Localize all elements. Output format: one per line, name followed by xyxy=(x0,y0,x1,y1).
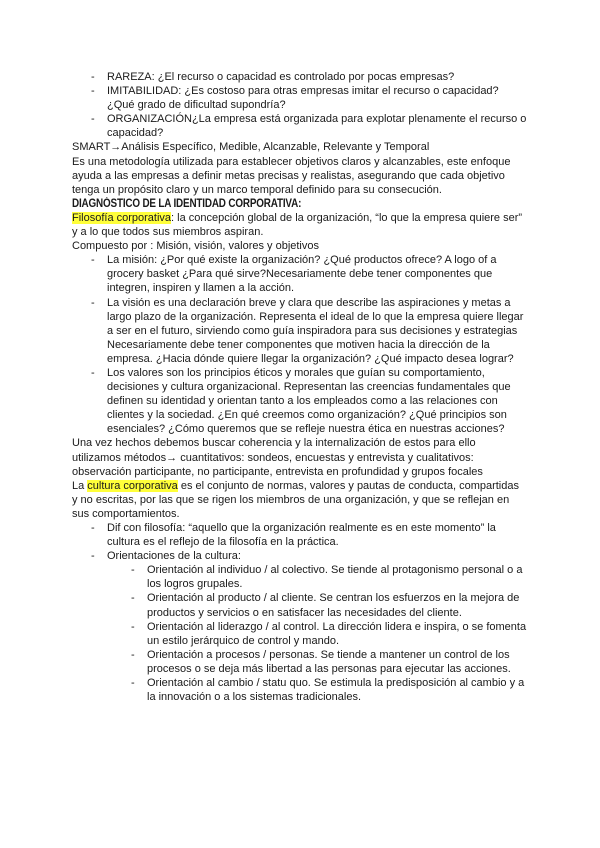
identity-list xyxy=(72,253,527,436)
vrio-list xyxy=(72,70,527,140)
orientaciones-list xyxy=(107,563,527,704)
identity-item-vision: - La visión es una declaración breve y clara que describe las aspiraciones y metas a largo plazo de la organización. Representa el ideal de lo que la empresa quiere llegar a ser en el futuro, sirviendo como guía inspiradora para sus decisiones y estrategias Necesariamente debe tener componentes que motiven hacia la dirección de la empresa. ¿Hacia dónde quiere llegar la organización? ¿Qué impacto desea lograr? xyxy=(88,296,527,366)
identity-heading: DIAGNÓSTICO DE LA IDENTIDAD CORPORATIVA: xyxy=(72,197,302,210)
identity-item-valores: - Los valores son los principios éticos y morales que guían su comportamiento, decisiones y cultura organizacional. Representan las creencias fundamentales que definen su identidad y orientan tanto a los empleados como a las relaciones con clientes y la sociedad. ¿En qué creemos como organización? ¿Qué principios son esenciales? ¿Cómo queremos que se refleje nuestra ética en nuestras acciones? xyxy=(88,366,527,436)
orientacion-procesos: - Orientación a procesos / personas. Se tiende a mantener un control de los procesos o se deja más libertad a las personas para ejecutar las acciones. xyxy=(128,648,527,676)
cultura-prefix: La xyxy=(72,479,88,492)
vrio-item-rareza: - RAREZA: ¿El recurso o capacidad es controlado por pocas empresas? xyxy=(88,70,527,84)
page-content xyxy=(72,70,527,704)
cultura-definition: es el conjunto de normas, valores y pautas de conducta, compartidas y no escritas, por las que se rigen los miembros de una organización, y que se reflejan en sus comportamientos. xyxy=(72,479,519,520)
methods-paragraph: Una vez hechos debemos buscar coherencia y la internalización de estos para ello utilizamos métodos→ cuantitativos: sondeos, encuestas y entrevista y cualitativos: observación participante, no participante, entrevista en profundidad y grupos focales xyxy=(72,437,483,478)
filosofia-definition: : la concepción global de la organización, “lo que la empresa quiere ser” y a lo que todos sus miembros aspiran. xyxy=(72,211,523,239)
smart-description: Es una metodología utilizada para establecer objetivos claros y alcanzables, este enfoque ayuda a las empresas a definir metas precisas y realistas, asegurando que cada objetivo tenga un propósito claro y un marco temporal definido para su consecución. xyxy=(72,155,511,196)
orientacion-liderazgo: - Orientación al liderazgo / al control. La dirección lidera e inspira, o se fomenta un estilo jerárquico de control y mando. xyxy=(128,620,527,648)
orientacion-individuo: - Orientación al individuo / al colectivo. Se tiende al protagonismo personal o a los logros grupales. xyxy=(128,563,527,591)
vrio-item-organizacion: - ORGANIZACIÓN¿La empresa está organizada para explotar plenamente el recurso o capacidad? xyxy=(88,112,527,140)
smart-title: SMART→Análisis Específico, Medible, Alcanzable, Relevante y Temporal xyxy=(72,141,430,154)
cultura-paragraph xyxy=(72,479,527,521)
cultura-item-orientaciones xyxy=(88,549,527,704)
cultura-highlighted-term: cultura corporativa xyxy=(87,479,178,492)
orientaciones-title: Orientaciones de la cultura: xyxy=(107,550,241,563)
filosofia-paragraph xyxy=(72,211,527,239)
identity-item-mision: - La misión: ¿Por qué existe la organización? ¿Qué productos ofrece? A logo of a grocery basket ¿Para qué sirve?Necesariamente debe tener componentes que integren, inspiren y llamen a la acción. xyxy=(88,253,527,295)
filosofia-highlighted-term: Filosofía corporativa xyxy=(72,211,172,224)
vrio-item-imitabilidad: - IMITABILIDAD: ¿Es costoso para otras empresas imitar el recurso o capacidad? ¿Qué grado de dificultad supondría? xyxy=(88,84,527,112)
orientacion-producto: - Orientación al producto / al cliente. Se centran los esfuerzos en la mejora de productos y servicios o en satisfacer las necesidades del cliente. xyxy=(128,591,527,619)
compuesto-line: Compuesto por : Misión, visión, valores y objetivos xyxy=(72,240,319,253)
cultura-item-dif: - Dif con filosofía: “aquello que la organización realmente es en este momento” la cultura es el reflejo de la filosofía en la práctica. xyxy=(88,521,527,549)
orientacion-cambio: - Orientación al cambio / statu quo. Se estimula la predisposición al cambio y a la innovación o a los sistemas tradicionales. xyxy=(128,676,527,704)
cultura-list xyxy=(72,521,527,704)
